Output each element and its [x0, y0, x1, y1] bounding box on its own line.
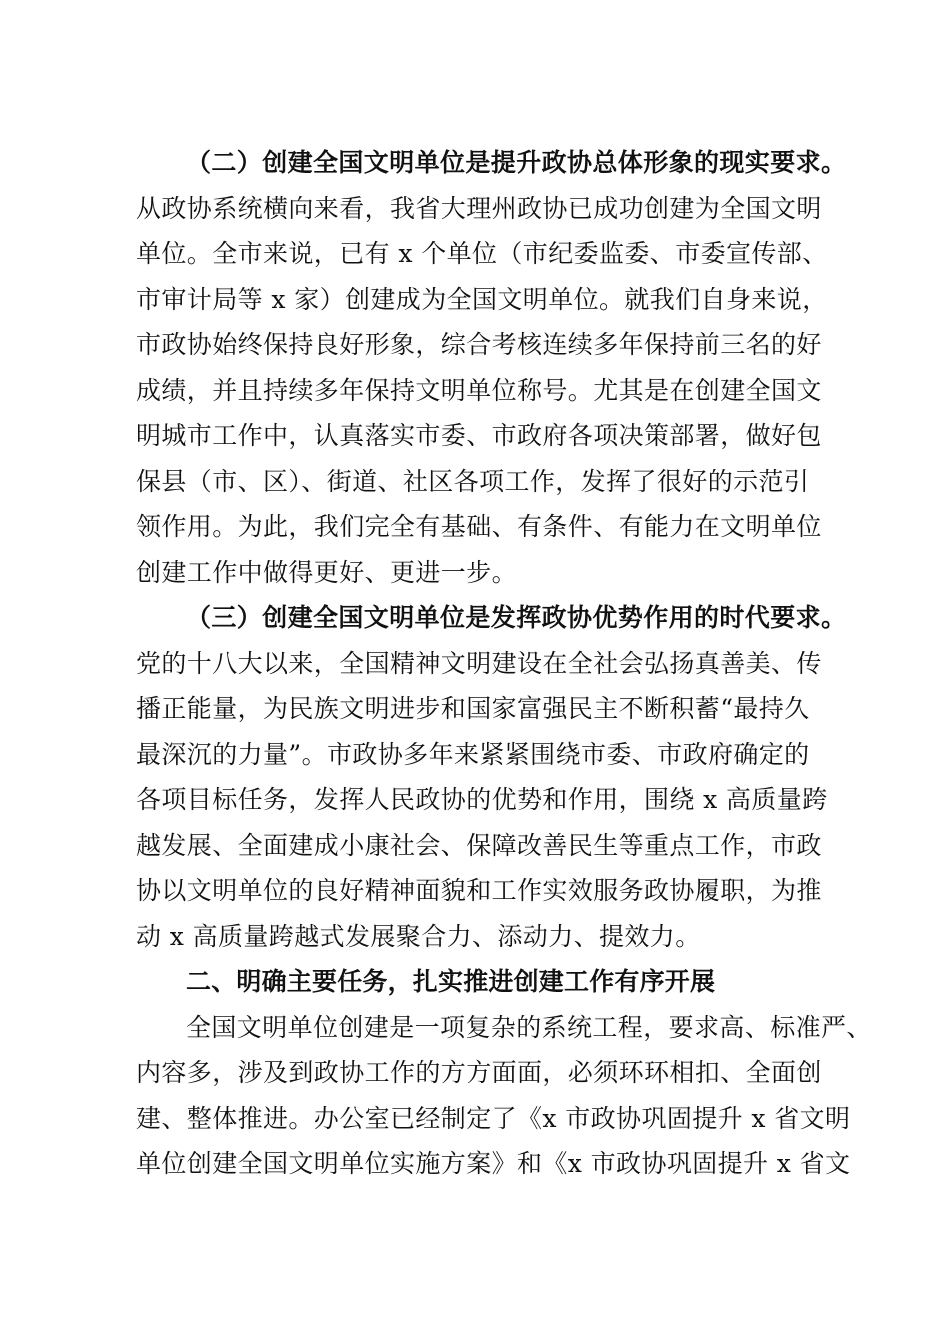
subheading-two: （二）创建全国文明单位是提升政协总体形象的现实要求。: [186, 148, 847, 177]
subheading-three: （三）创建全国文明单位是发挥政协优势作用的时代要求。: [186, 603, 847, 632]
paragraph-line: 动 x 高质量跨越式发展聚合力、添动力、提效力。: [136, 921, 701, 951]
paragraph-line: 越发展、全面建成小康社会、保障改善民生等重点工作，市政: [136, 830, 822, 860]
paragraph-line: 内容多，涉及到政协工作的方方面面，必须环环相扣、全面创: [136, 1058, 822, 1087]
paragraph-line: 市政协始终保持良好形象，综合考核连续多年保持前三名的好: [136, 330, 822, 359]
paragraph-line: 保县（市、区）、街道、社区各项工作，发挥了很好的示范引: [136, 466, 810, 496]
paragraph-line: 播正能量，为民族文明进步和国家富强民主不断积蓄“最持久: [136, 694, 810, 723]
paragraph-line: 最深沉的力量”。市政协多年来紧紧围绕市委、市政府确定的: [136, 739, 810, 769]
paragraph-line: 建、整体推进。办公室已经制定了《x 市政协巩固提升 x 省文明: [136, 1103, 851, 1133]
document-body: [136, 140, 872, 1187]
paragraph-line: 成绩，并且持续多年保持文明单位称号。尤其是在创建全国文: [136, 375, 822, 405]
paragraph-line: 明城市工作中，认真落实市委、市政府各项决策部署，做好包: [136, 421, 822, 450]
paragraph-line: 领作用。为此，我们完全有基础、有条件、有能力在文明单位: [136, 512, 822, 541]
paragraph-line: 各项目标任务，发挥人民政协的优势和作用，围绕 x 高质量跨: [136, 785, 828, 814]
paragraph-line: 创建工作中做得更好、更进一步。: [136, 557, 518, 587]
paragraph-line: 单位创建全国文明单位实施方案》和《x 市政协巩固提升 x 省文: [136, 1149, 851, 1178]
paragraph-line: 从政协系统横向来看，我省大理州政协已成功创建为全国文明: [136, 193, 822, 223]
paragraph-line: 单位。全市来说，已有 x 个单位（市纪委监委、市委宣传部、: [136, 239, 828, 268]
paragraph-line: 全国文明单位创建是一项复杂的系统工程，要求高、标准严、: [186, 1012, 872, 1042]
paragraph-line: 市审计局等 x 家）创建成为全国文明单位。就我们自身来说，: [136, 284, 828, 314]
paragraph-line: 党的十八大以来，全国精神文明建设在全社会弘扬真善美、传: [136, 648, 822, 678]
section-heading-two: 二、明确主要任务，扎实推进创建工作有序开展: [186, 967, 716, 996]
paragraph-line: 协以文明单位的良好精神面貌和工作实效服务政协履职，为推: [136, 876, 822, 905]
